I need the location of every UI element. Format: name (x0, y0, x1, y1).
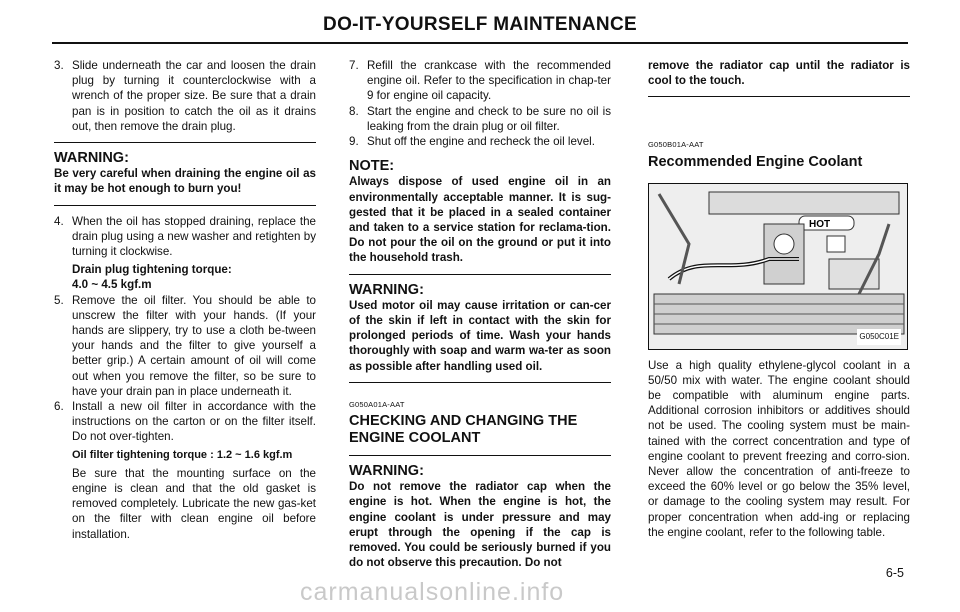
step-7 (349, 58, 611, 104)
page-header (0, 14, 960, 36)
note-title: NOTE: (349, 158, 395, 175)
divider (349, 382, 611, 383)
torque-label: Drain plug tightening torque: (72, 263, 232, 277)
step-number: 8. (349, 104, 359, 118)
step-text: Install a new oil filter in accordance with the instructions on the carton or on the filter itself. Do not over-tighten. (72, 400, 316, 444)
divider (349, 455, 611, 456)
step-number: 9. (349, 135, 359, 149)
column-2 (349, 58, 611, 570)
section-code: G050A01A-AAT (349, 399, 405, 409)
step-4 (54, 214, 316, 293)
warning-text: Used motor oil may cause irritation or can-cer of the skin if left in contact with the skin for prolonged periods of time. Wash your hands thoroughly with soap and warm wa-ter as soon as possible after handling used oil. (349, 298, 611, 373)
warning-title: WARNING: (54, 150, 129, 167)
step-3 (54, 58, 316, 134)
step-extra-text: Be sure that the mounting surface on the engine is clean and that the old gasket is removed completely. Lubricate the new gas-ket on the filter with clean engine oil before installation. (72, 466, 316, 541)
page-title: DO-IT-YOURSELF MAINTENANCE (323, 14, 637, 35)
step-number: 4. (54, 214, 64, 228)
divider (648, 96, 910, 97)
step-number: 7. (349, 59, 359, 72)
step-number: 5. (54, 293, 64, 307)
section-title: CHECKING AND CHANGING THE ENGINE COOLANT (349, 413, 578, 447)
divider (349, 274, 611, 275)
step-number: 6. (54, 400, 64, 414)
step-number: 3. (54, 59, 64, 72)
torque-spec: Oil filter tightening torque : 1.2 ~ 1.6 kgf.m (72, 448, 293, 461)
step-text: When the oil has stopped draining, replace the drain plug using a new washer and retighten by turning it clockwise. (72, 214, 316, 259)
step-8 (349, 104, 611, 134)
engine-illustration (649, 184, 907, 349)
step-9 (349, 134, 611, 149)
svg-text:HOT: HOT (809, 218, 831, 230)
warning-title: WARNING: (349, 281, 424, 298)
column-1 (54, 58, 316, 542)
divider (54, 205, 316, 206)
warning-title: WARNING: (349, 463, 424, 480)
step-6 (54, 399, 316, 542)
header-rule (52, 42, 908, 44)
warning-text: Do not remove the radiator cap when the engine is hot. When the engine is hot, the engine coolant is under pressure and may erupt through the opening if the cap is removed. You could be seriously burned if you do not observe this precaution. Do not (349, 480, 611, 570)
coolant-body-text: Use a high quality ethylene-glycol coolant in a 50/50 mix with water. The engine coolant should be compatible with aluminum engine parts. Additional corrosion inhibitors or additives should not be used. The cooling system must be main-tained with the correct concentration and type of engine coolant to prevent freezing and corro-sion. Never allow the concentration of anti-freeze to exceed the 60% level or go below the 35% level, or damage to the cooling system may result. For proper concentration when add-ing or replacing the engine coolant, refer to the following table. (648, 358, 910, 539)
column-3 (648, 58, 910, 540)
step-text: Slide underneath the car and loosen the drain plug by turning it counterclockwise with a wrench of the proper size. Be sure that a drain pan is in position to catch the oil as it drains out, then remove the drain plug. (72, 59, 316, 133)
torque-value: 4.0 ~ 4.5 kgf.m (72, 278, 152, 292)
step-text: Start the engine and check to be sure no oil is leaking from the drain plug or oil filter. (367, 104, 611, 133)
warning-continued-text: remove the radiator cap until the radiator is cool to the touch. (648, 59, 910, 88)
figure-label: G050C01E (857, 329, 901, 344)
note-text: Always dispose of used engine oil in an environmentally acceptable manner. It is sug-gested that it be placed in a sealed container and taken to a service station for reclama-tion. Do not pour the oil on the ground or put it into the household trash. (349, 175, 611, 265)
step-text: Remove the oil filter. You should be able to unscrew the filter with your hands. (If your hands are slippery, try to use a cloth be-tween your hands and the filter to give yourself a better grip.) A certain amount of oil will come out when you remove the filter, so be sure to have your drain pan in place underneath it. (72, 293, 316, 398)
divider (54, 142, 316, 143)
engine-coolant-figure (648, 183, 908, 350)
step-5 (54, 293, 316, 399)
warning-text: Be very careful when draining the engine oil as it may be hot enough to burn you! (54, 167, 316, 196)
step-text: Refill the crankcase with the recommended engine oil. Refer to the specification in chap-ter 9 for engine oil capacity. (367, 59, 611, 103)
page-number: 6-5 (885, 566, 904, 580)
step-text: Shut off the engine and recheck the oil level. (367, 135, 595, 149)
section-code: G050B01A-AAT (648, 140, 704, 150)
watermark: carmanualsonline.info (300, 578, 565, 606)
section-title: Recommended Engine Coolant (648, 153, 863, 170)
